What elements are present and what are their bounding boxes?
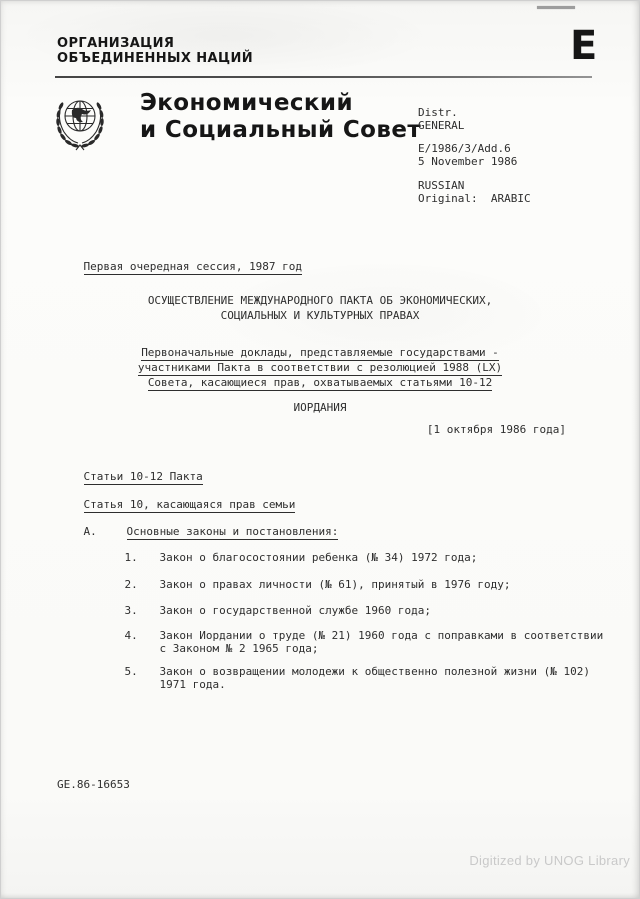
doc-symbol: E/1986/3/Add.6 (418, 142, 511, 155)
submission-date: [1 октября 1986 года] (426, 423, 566, 436)
law-item-number: 5. (124, 665, 138, 678)
digitized-watermark: Digitized by UNOG Library (469, 853, 630, 868)
report-subtitle-line1: Первоначальные доклады, представляемые государствами - (141, 346, 499, 359)
distr-type: GENERAL (418, 119, 465, 132)
law-item-number: 2. (124, 578, 138, 591)
list-section-heading: Основные законы и постановления: (126, 525, 339, 538)
law-item (98, 652, 612, 704)
country-name: ИОРДАНИЯ (293, 401, 347, 414)
law-item-number: 3. (124, 604, 138, 617)
document-series-letter: E (570, 23, 598, 69)
scan-artifact-dash (537, 6, 575, 9)
header-divider (55, 76, 592, 78)
law-item-number: 1. (124, 551, 138, 564)
report-subtitle-line2: участниками Пакта в соответствии с резолюцией 1988 (LX) (137, 361, 503, 374)
distr-label: Distr. (418, 106, 458, 119)
org-name-line1: ОРГАНИЗАЦИЯ (57, 36, 175, 51)
distribution-block (418, 106, 531, 205)
law-item-text: Закон о правах личности (№ 61), принятый в 1976 году; (159, 578, 511, 591)
council-name-line2: и Социальный Совет (140, 117, 422, 143)
law-item-text: Закон Иордании о труде (№ 21) 1960 года с поправками в соответствии с Законом № 2 1965 года; (159, 629, 604, 655)
doc-language: RUSSIAN (418, 179, 465, 192)
section-heading: Статьи 10-12 Пакта (83, 470, 203, 483)
list-section-label: А. (83, 525, 97, 538)
session-heading: Первая очередная сессия, 1987 год (83, 260, 303, 273)
report-subtitle (0, 345, 640, 390)
main-title-line2: СОЦИАЛЬНЫХ И КУЛЬТУРНЫХ ПРАВАХ (220, 309, 420, 322)
org-name (57, 36, 253, 66)
doc-original-language: Original: ARABIC (418, 192, 531, 205)
law-item-number: 4. (124, 629, 138, 642)
council-name-line1: Экономический (140, 90, 353, 116)
law-item-text: Закон о благосостоянии ребенка (№ 34) 1972 года; (159, 551, 478, 564)
report-subtitle-line3: Совета, касающиеся прав, охватываемых статьями 10-12 (147, 376, 493, 389)
footer-document-code: GE.86-16653 (57, 778, 130, 791)
doc-date: 5 November 1986 (418, 155, 518, 168)
main-title-line1: ОСУЩЕСТВЛЕНИЕ МЕЖДУНАРОДНОГО ПАКТА ОБ ЭКОНОМИЧЕСКИХ, (147, 294, 493, 307)
article-heading: Статья 10, касающаяся прав семьи (83, 498, 296, 511)
law-item-text: Закон о возвращении молодежи к общественно полезной жизни (№ 102) 1971 года. (159, 665, 590, 691)
org-name-line2: ОБЪЕДИНЕННЫХ НАЦИЙ (57, 51, 254, 66)
law-item-text: Закон о государственной службе 1960 года; (159, 604, 432, 617)
main-title (0, 293, 640, 323)
un-emblem-icon (52, 90, 108, 163)
council-name (140, 90, 421, 144)
